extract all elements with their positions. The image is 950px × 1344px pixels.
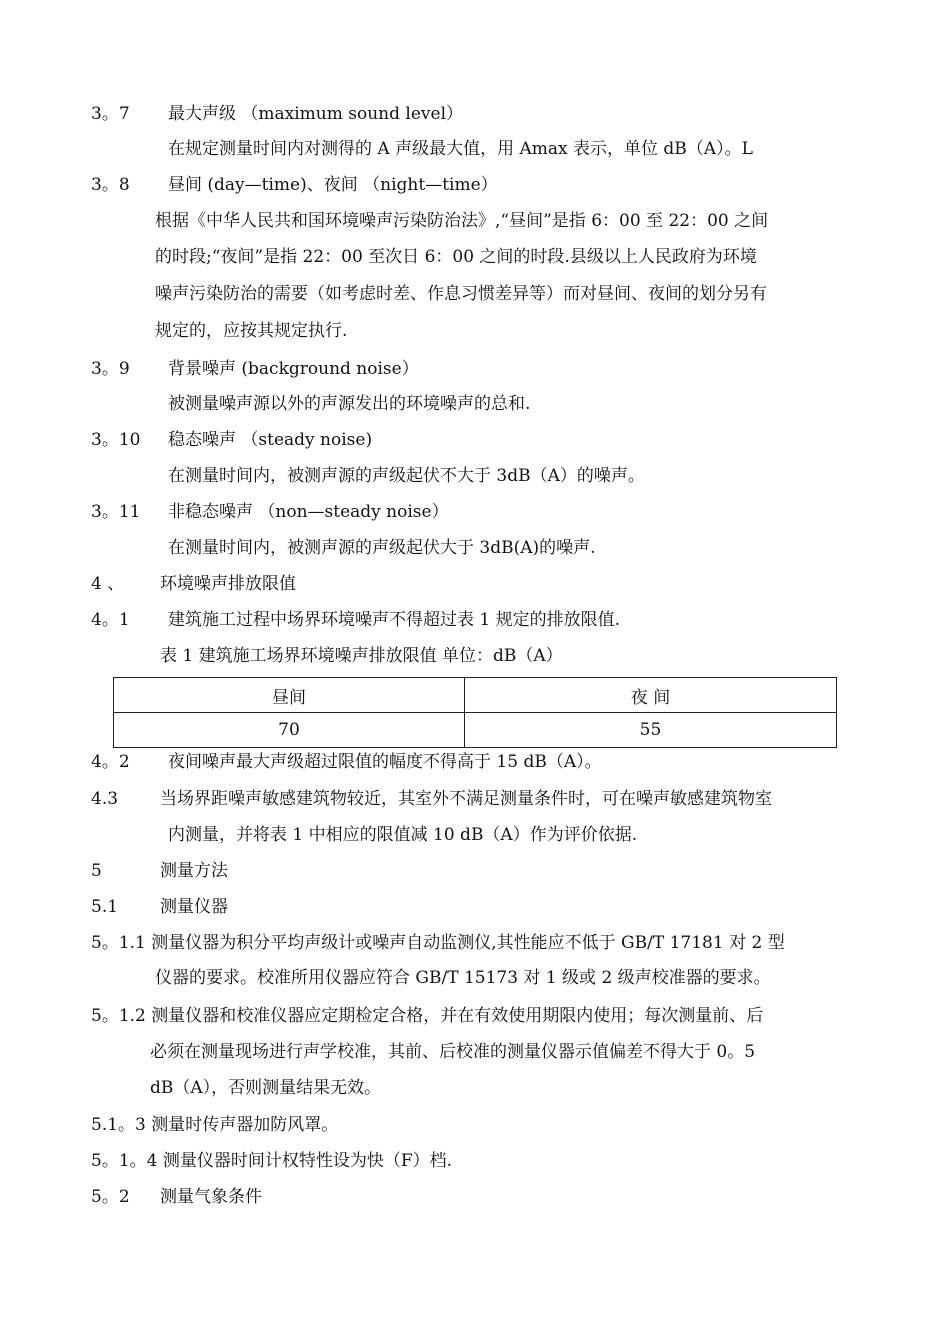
section-number: 3。7 [91,104,130,124]
section-heading: 当场界距噪声敏感建筑物较近，其室外不满足测量条件时，可在噪声敏感建筑物室 [160,789,772,809]
section-number: 5。2 [91,1187,130,1207]
section-number: 5 [91,861,102,881]
paragraph-line: 噪声污染防治的需要（如考虑时差、作息习惯差异等）而对昼间、夜间的划分另有 [155,284,767,304]
section-number: 4.3 [91,789,119,809]
section-number: 3。11 [91,502,141,522]
section-heading: 昼间 (day—time)、夜间 （night—time） [168,175,498,195]
table-caption: 表 1 建筑施工场界环境噪声排放限值 单位：dB（A） [160,646,563,666]
section-number: 3。8 [91,175,130,195]
section-heading: 最大声级 （maximum sound level） [168,104,464,124]
paragraph-line: 在测量时间内，被测声源的声级起伏大于 3dB(A)的噪声. [168,538,596,558]
section-heading: 环境噪声排放限值 [160,574,296,594]
section-heading: 稳态噪声 （steady noise) [168,430,373,450]
paragraph-line: 必须在测量现场进行声学校准，其前、后校准的测量仪器示值偏差不得大于 0。5 [150,1042,756,1062]
table-header-cell-day: 昼间 [114,678,465,713]
table-row [114,713,837,748]
paragraph-line: 根据《中华人民共和国环境噪声污染防治法》,“昼间”是指 6：00 至 22：00 之间 [155,211,769,231]
section-number: 3。10 [91,430,141,450]
paragraph-line: 的时段;“夜间”是指 22：00 至次日 6：00 之间的时段.县级以上人民政府为环境 [155,247,757,267]
paragraph-line: 内测量，并将表 1 中相应的限值减 10 dB（A）作为评价依据. [168,825,638,845]
paragraph-line: 仪器的要求。校准所用仪器应符合 GB/T 15173 对 1 级或 2 级声校准器的要求。 [155,968,771,988]
section-heading: 非稳态噪声 （non—steady noise） [168,502,449,522]
section-number: 4。1 [91,610,130,630]
section-number: 3。9 [91,359,130,379]
paragraph-line: 5。1.2 测量仪器和校准仪器应定期检定合格，并在有效使用期限内使用；每次测量前、后 [91,1006,764,1026]
section-heading: 测量仪器 [160,897,228,917]
section-heading: 建筑施工过程中场界环境噪声不得超过表 1 规定的排放限值. [168,610,621,630]
table-cell-day: 70 [114,713,465,748]
section-heading: 夜间噪声最大声级超过限值的幅度不得高于 15 dB（A）。 [168,752,602,772]
paragraph-line: 规定的，应按其规定执行. [155,321,348,341]
paragraph-line: 被测量噪声源以外的声源发出的环境噪声的总和. [168,394,531,414]
paragraph-line: dB（A），否则测量结果无效。 [150,1078,382,1098]
table-cell-night: 55 [465,713,837,748]
section-heading: 背景噪声 (background noise） [168,359,419,379]
paragraph-line: 5。1.1 测量仪器为积分平均声级计或噪声自动监测仪,其性能应不低于 GB/T 17181 对 2 型 [91,933,785,953]
section-heading: 测量方法 [160,861,228,881]
paragraph-line: 5。1。4 测量仪器时间计权特性设为快（F）档. [91,1151,453,1171]
limits-table [113,677,837,748]
table-header-cell-night: 夜 间 [465,678,837,713]
table-header-row [114,678,837,713]
paragraph-line: 在规定测量时间内对测得的 A 声级最大值，用 Amax 表示，单位 dB（A）。L [168,139,753,159]
section-heading: 测量气象条件 [160,1187,262,1207]
section-number: 4 、 [91,574,125,594]
section-number: 4。2 [91,752,130,772]
paragraph-line: 5.1。3 测量时传声器加防风罩。 [91,1115,339,1135]
paragraph-line: 在测量时间内，被测声源的声级起伏不大于 3dB（A）的噪声。 [168,466,645,486]
section-number: 5.1 [91,897,119,917]
